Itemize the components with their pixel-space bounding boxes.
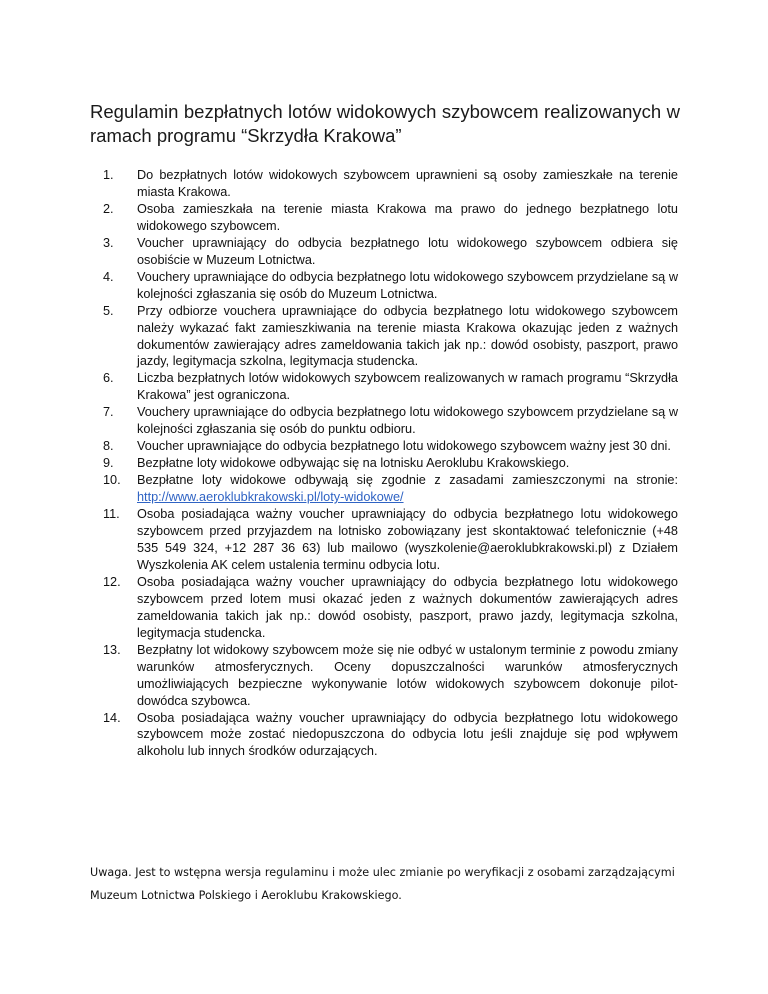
rule-number: 2. bbox=[103, 201, 114, 216]
rule-number: 5. bbox=[103, 303, 114, 318]
rule-number: 10. bbox=[103, 473, 121, 488]
rule-text bbox=[137, 455, 678, 472]
rule-text-content: Voucher uprawniające do odbycia bezpłatnego lotu widokowego szybowcem ważny jest 30 dni. bbox=[137, 439, 671, 454]
rule-text bbox=[137, 269, 678, 303]
rule-item bbox=[103, 574, 678, 642]
rule-text bbox=[137, 472, 678, 506]
rule-item bbox=[103, 642, 678, 710]
rule-text bbox=[137, 235, 678, 269]
rule-number: 13. bbox=[103, 642, 121, 657]
rule-text bbox=[137, 167, 678, 201]
rule-text-content: Przy odbiorze vouchera uprawniające do odbycia bezpłatnego lotu widokowego szybowcem należy wykazać fakt zamieszkiwania na terenie miasta Krakowa okazując jeden z ważnych dokumentów zawierający adres zameldowania takich jak np.: dowód osobisty, paszport, prawo jazdy, legitymacja szkolna, legitymacja studencka. bbox=[137, 303, 678, 369]
rule-text bbox=[137, 201, 678, 235]
rule-number: 14. bbox=[103, 710, 121, 725]
rule-item bbox=[103, 201, 678, 235]
rule-text bbox=[137, 574, 678, 642]
rule-text-content: Bezpłatne loty widokowe odbywają się zgodnie z zasadami zamieszczonymi na stronie: bbox=[137, 473, 678, 488]
rule-number: 3. bbox=[103, 235, 114, 250]
rule-text bbox=[137, 438, 678, 455]
rule-text-content: Bezpłatne loty widokowe odbywając się na lotnisku Aeroklubu Krakowskiego. bbox=[137, 456, 570, 471]
rule-text bbox=[137, 506, 678, 574]
rule-number: 9. bbox=[103, 456, 114, 471]
rule-item bbox=[103, 167, 678, 201]
rule-text-content: Osoba posiadająca ważny voucher uprawniający do odbycia bezpłatnego lotu widokowego szybowcem przed lotem musi okazać jeden z ważnych dokumentów zawierających adres zameldowania takich jak np.: dowód osobisty, paszport, prawo jazdy, legitymacja szkolna, legitymacja studencka. bbox=[137, 574, 678, 640]
rule-text-content: Vouchery uprawniające do odbycia bezpłatnego lotu widokowego szybowcem przydzielane są w kolejności zgłaszania się osób do Muzeum Lotnictwa. bbox=[137, 269, 678, 301]
rule-text bbox=[137, 370, 678, 404]
rules-list bbox=[103, 167, 678, 760]
rule-text bbox=[137, 303, 678, 371]
rule-number: 11. bbox=[103, 507, 120, 522]
rule-text-content: Vouchery uprawniające do odbycia bezpłatnego lotu widokowego szybowcem przydzielane są w kolejności zgłaszania się osób do punktu odbioru. bbox=[137, 405, 678, 437]
rule-text-content: Osoba posiadająca ważny voucher uprawniający do odbycia bezpłatnego lotu widokowego szybowcem przed przyjazdem na lotnisko zobowiązany jest skontaktować telefonicznie (+48 535 549 324, +12 287 36 63) lub mailowo (wyszkolenie@aeroklubkrakowski.pl) z Działem Wyszkolenia AK celem ustalenia terminu odbycia lotu. bbox=[137, 507, 678, 572]
rule-text bbox=[137, 710, 678, 761]
rule-item bbox=[103, 710, 678, 761]
rule-text-content: Liczba bezpłatnych lotów widokowych szybowcem realizowanych w ramach programu “Skrzydła Krakowa” jest ograniczona. bbox=[137, 371, 678, 403]
rule-text-content: Do bezpłatnych lotów widokowych szybowcem uprawnieni są osoby zamieszkałe na terenie miasta Krakowa. bbox=[137, 168, 678, 199]
footer-note: Uwaga. Jest to wstępna wersja regulaminu i może ulec zmianie po weryfikacji z osobami zarządzającymi Muzeum Lotnictwa Polskiego i Aeroklubu Krakowskiego. bbox=[90, 866, 675, 902]
rule-text bbox=[137, 642, 678, 710]
rule-item bbox=[103, 438, 678, 455]
rule-text-content: Osoba zamieszkała na terenie miasta Krakowa ma prawo do jednego bezpłatnego lotu widokowego szybowcem. bbox=[137, 201, 678, 233]
rule-item bbox=[103, 472, 678, 506]
rule-item bbox=[103, 506, 678, 574]
rule-item bbox=[103, 455, 678, 472]
rule-text-content: Voucher uprawniający do odbycia bezpłatnego lotu widokowego szybowcem odbiera się osobiście w Muzeum Lotnictwa. bbox=[137, 235, 678, 267]
rule-item bbox=[103, 404, 678, 438]
rule-number: 4. bbox=[103, 269, 114, 284]
rule-text-content: Osoba posiadająca ważny voucher uprawniający do odbycia bezpłatnego lotu widokowego szybowcem może zostać niedopuszczona do odbycia lotu jeśli znajduje się pod wpływem alkoholu lub innych środków odurzających. bbox=[137, 710, 678, 759]
rule-number: 6. bbox=[103, 371, 114, 386]
rule-item bbox=[103, 269, 678, 303]
page-title: Regulamin bezpłatnych lotów widokowych szybowcem realizowanych w ramach programu “Skrzydła Krakowa” bbox=[90, 101, 680, 146]
rules-website-link[interactable]: http://www.aeroklubkrakowski.pl/loty-widokowe/ bbox=[137, 490, 404, 505]
rule-item bbox=[103, 235, 678, 269]
rule-number: 7. bbox=[103, 405, 114, 420]
rule-number: 8. bbox=[103, 439, 114, 454]
rule-item bbox=[103, 303, 678, 371]
rule-number: 12. bbox=[103, 574, 121, 589]
rule-number: 1. bbox=[103, 168, 114, 182]
rule-item bbox=[103, 370, 678, 404]
rule-text bbox=[137, 404, 678, 438]
rule-text-content: Bezpłatny lot widokowy szybowcem może się nie odbyć w ustalonym terminie z powodu zmiany warunków atmosferycznych. Oceny dopuszczalności warunków atmosferycznych umożliwiających bezpieczne wykonywanie lotów widokowych szybowcem dokonuje pilot-dowódca szybowca. bbox=[137, 642, 678, 708]
